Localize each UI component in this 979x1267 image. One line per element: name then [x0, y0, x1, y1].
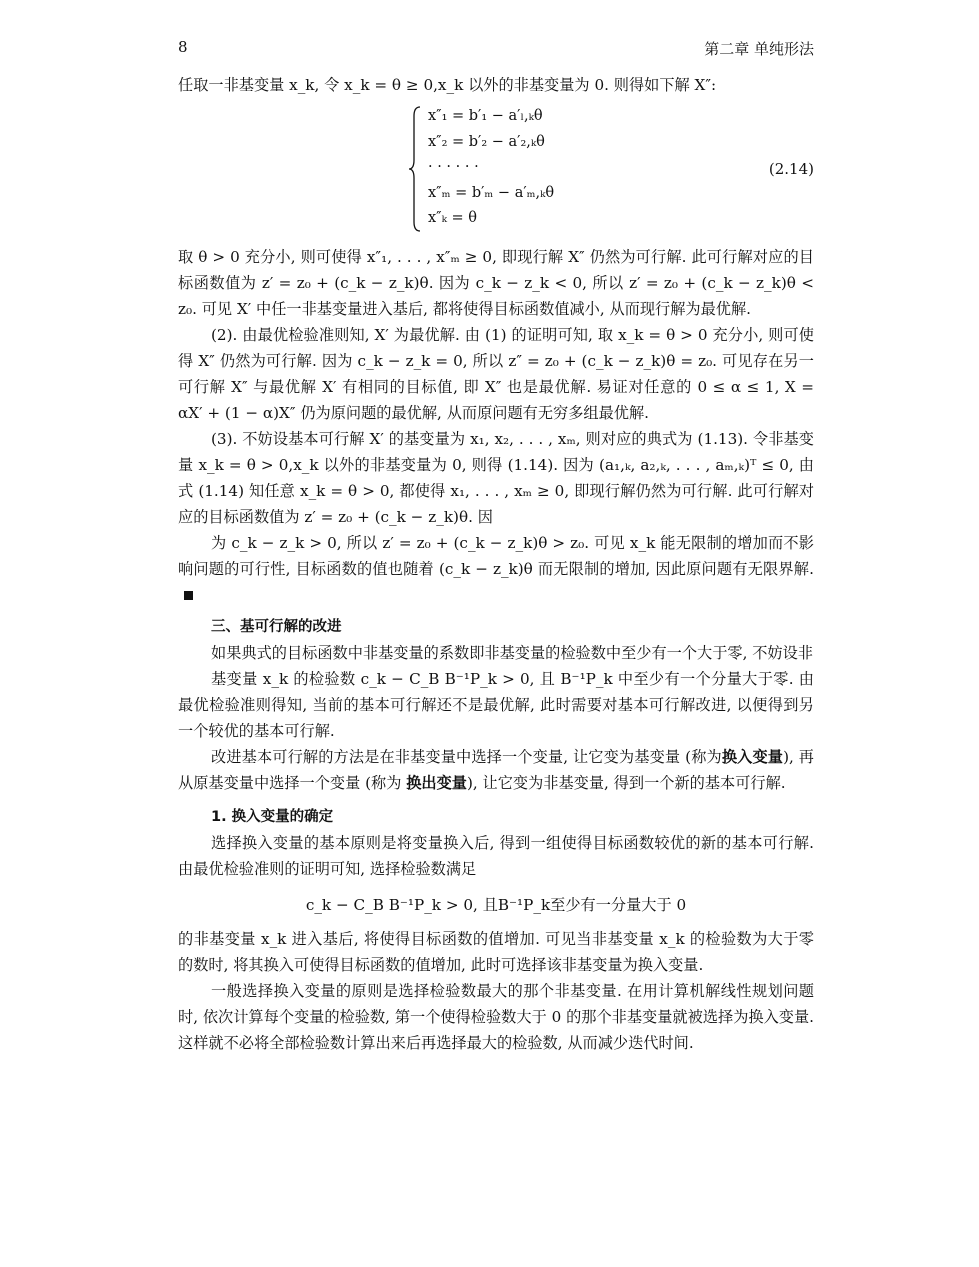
paragraph-general-rule: 一般选择换入变量的原则是选择检验数最大的那个非基变量. 在用计算机解线性规划问题时, 依次计算每个变量的检验数, 第一个使得检验数大于 0 的那个非基变量就被选择为换入变量. 这样就不必将全部检验数计算出来后再选择最大的检验数, 从而减少迭代时间. — [178, 982, 814, 1052]
qed-icon — [184, 591, 193, 600]
paragraph-improvement — [178, 744, 814, 796]
left-brace-icon — [408, 106, 422, 232]
paragraph-section-intro: 如果典式的目标函数中非基变量的系数即非基变量的检验数中至少有一个大于零, 不妨设非 — [211, 644, 813, 662]
equation-number: (2.14) — [768, 160, 814, 178]
page-number: 8 — [178, 38, 188, 56]
term-entering-variable: 换入变量 — [721, 748, 784, 766]
equation-line: x″ₖ = θ — [428, 210, 477, 226]
equation-line: x″₂ = b′₂ − a′₂,ₖθ — [428, 133, 545, 150]
equation-line: x″₁ = b′₁ − a′ₗ,ₖθ — [428, 108, 543, 124]
paragraph-criterion: 基变量 x_k 的检验数 c_k − C_B B⁻¹P_k > 0, 且 B⁻¹P_k 中至少有一个分量大于零. 由最优检验准则得知, 当前的基本可行解还不是最优解, 此时需要对基本可行解改进, 以便得到另一个较优的基本可行解. — [178, 670, 814, 740]
page-header — [178, 38, 814, 62]
term-leaving-variable: 换出变量 — [406, 774, 467, 792]
paragraph-proof-2: (2). 由最优检验准则知, X′ 为最优解. 由 (1) 的证明可知, 取 x_k = θ > 0 充分小, 则可使得 X″ 仍然为可行解. 因为 c_k − z_k = 0, 所以 z″ = z₀ + (c_k − z_k)θ = z₀. 可见存在另一可行解 X″ 与最优解 X′ 有相同的目标值, 即 X″ 也是最优解. 易证对任意的 0 ≤ α ≤ 1, X = αX′ + (1 − α)X″ 仍为原问题的最优解, 从而原问题有无穷多组最优解. — [178, 326, 814, 422]
paragraph-selection-cont: 的非基变量 x_k 进入基后, 将使得目标函数的值增加. 可见当非基变量 x_k 的检验数为大于零的数时, 将其换入可使得目标函数的值增加, 此时可选择该非基变量为换入变量. — [178, 930, 814, 974]
equation-system — [178, 104, 814, 236]
equation-lines — [428, 104, 554, 232]
paragraph-text: ), 让它变为非基变量, 得到一个新的基本可行解. — [466, 774, 786, 792]
equation-line: x″ₘ = b′ₘ − a′ₘ,ₖθ — [428, 184, 555, 201]
paragraph-proof-3: (3). 不妨设基本可行解 X′ 的基变量为 x₁, x₂, . . . , xₘ, 则对应的典式为 (1.13). 令非基变量 x_k = θ > 0,x_k 以外的非基变量为 0, 则得 (1.14). 因为 (a₁,ₖ, a₂,ₖ, . . . , aₘ,ₖ)ᵀ ≤ 0, 由式 (1.14) 知任意 x_k = θ > 0, 都使得 x₁, . . . , xₘ ≥ 0, 即现行解仍然为可行解. 此可行解对应的目标函数值为 z′ = z₀ + (c_k − z_k)θ. 因 — [178, 430, 814, 526]
chapter-title: 第二章 单纯形法 — [704, 40, 814, 58]
section-heading: 三、基可行解的改进 — [211, 619, 342, 635]
paragraph-proof-1: 取 θ > 0 充分小, 则可使得 x″₁, . . . , x″ₘ ≥ 0, 即现行解 X″ 仍然为可行解. 此可行解对应的目标函数值为 z′ = z₀ + (c_k − z_k)θ. 因为 c_k − z_k < 0, 所以 z′ = z₀ + (c_k − z_k)θ < z₀. 可见 X′ 中任一非基变量进入基后, 都将使得目标函数值减小, 从而现行解为最优解. — [178, 248, 814, 318]
paragraph-text: ), 再从原基变量中选择一个变量 (称为 — [178, 748, 814, 792]
paragraph-intro: 任取一非基变量 x_k, 令 x_k = θ ≥ 0,x_k 以外的非基变量为 0. 则得如下解 X″: — [178, 76, 717, 94]
subsection-heading: 1. 换入变量的确定 — [211, 809, 334, 825]
paragraph-text: 改进基本可行解的方法是在非基变量中选择一个变量, 让它变为基变量 (称为 — [211, 748, 722, 766]
paragraph-selection: 选择换入变量的基本原则是将变量换入后, 得到一组使得目标函数较优的新的基本可行解. 由最优检验准则的证明可知, 选择检验数满足 — [178, 834, 814, 878]
paragraph-text: 为 c_k − z_k > 0, 所以 z′ = z₀ + (c_k − z_k)θ > z₀. 可见 x_k 能无限制的增加而不影响问题的可行性, 目标函数的值也随着 (c_k − z_k)θ 而无限制的增加, 因此原问题有无限界解. — [178, 534, 814, 578]
display-formula: c_k − C_B B⁻¹P_k > 0, 且B⁻¹P_k至少有一分量大于 0 — [305, 896, 687, 914]
page-body — [178, 72, 814, 1056]
paragraph-proof-3-cont — [178, 530, 814, 608]
equation-line: · · · · · · — [428, 159, 479, 175]
